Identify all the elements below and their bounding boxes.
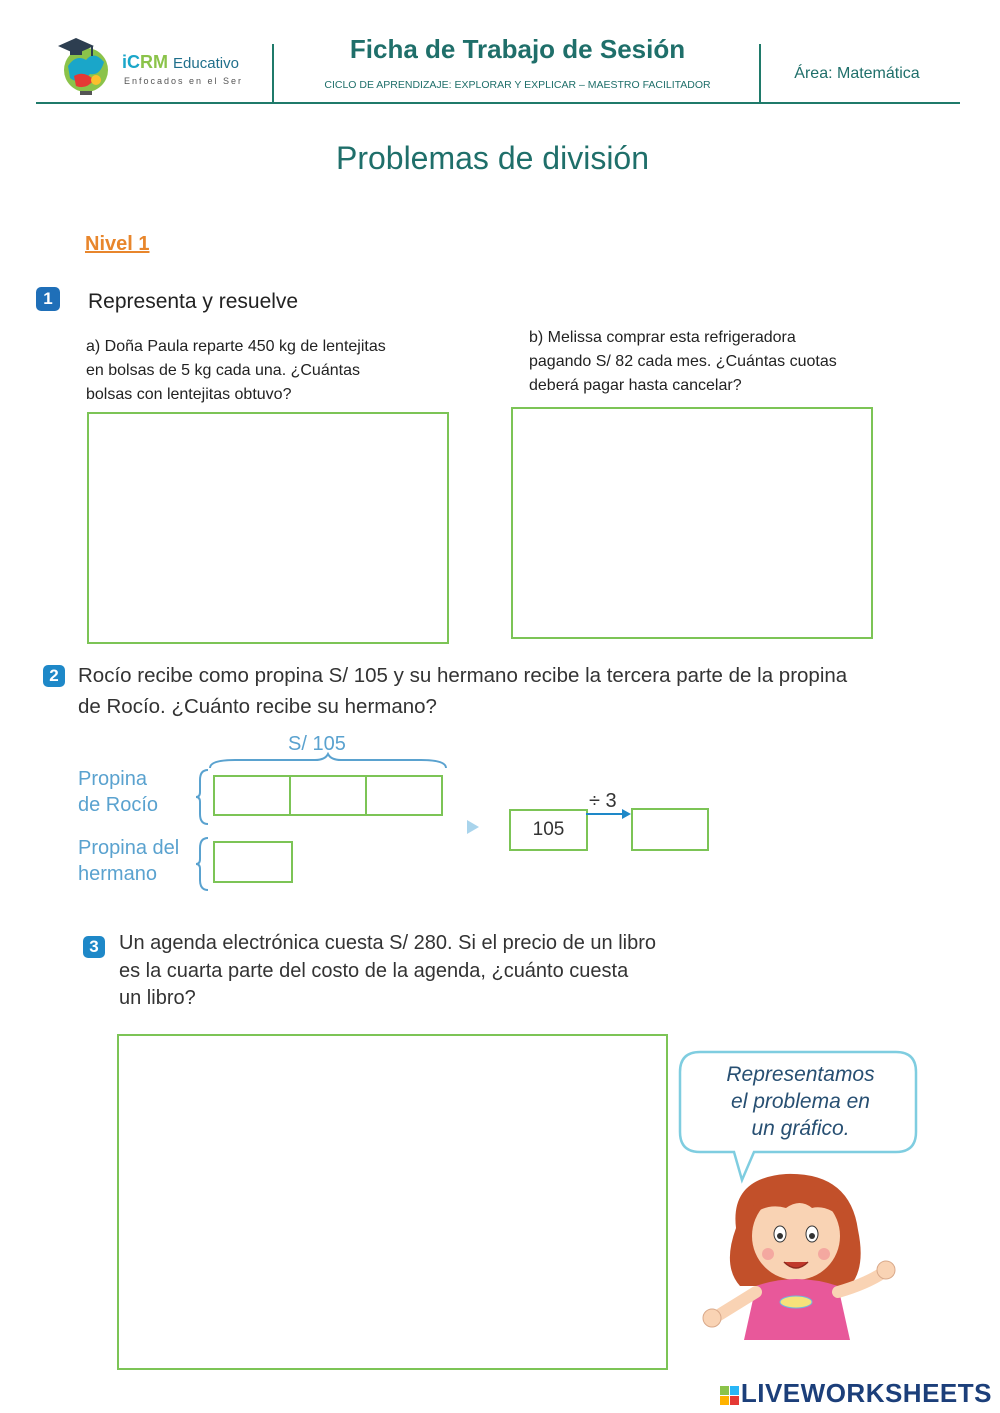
logo-brand: iCRM Educativo <box>122 52 239 72</box>
left-brace-hermano <box>196 836 212 892</box>
logo-globe-icon <box>50 30 120 100</box>
header-divider <box>272 44 274 102</box>
left-brace-rocio <box>196 768 212 826</box>
answer-box-1b[interactable] <box>511 407 873 639</box>
rocio-part-box[interactable] <box>365 775 443 816</box>
header-rule <box>36 102 960 104</box>
total-label: S/ 105 <box>288 733 346 755</box>
top-brace <box>205 752 455 770</box>
operation-arrow-icon <box>586 808 632 820</box>
level-heading: Nivel 1 <box>85 233 150 255</box>
problem-3-text: Un agenda electrónica cuesta S/ 280. Si el precio de un libro es la cuarta parte del costo de la agenda, ¿cuánto cuesta un libro? <box>119 932 657 1009</box>
liveworksheets-logo: LIVEWORKSHEETS <box>720 1378 992 1409</box>
worksheet-subtitle: CICLO DE APRENDIZAJE: EXPLORAR Y EXPLICAR – MAESTRO FACILITADOR <box>324 79 711 91</box>
label-hermano: Propina del hermano <box>78 837 180 885</box>
operation-label: ÷ 3 <box>589 790 617 812</box>
girl-illustration <box>700 1168 905 1340</box>
bubble-text: Representamos el problema en un gráfico. <box>726 1063 875 1140</box>
problem-1a-text: a) Doña Paula reparte 450 kg de lentejitas en bolsas de 5 kg cada una. ¿Cuántas bolsas con lentejitas obtuvo? <box>86 338 386 403</box>
label-rocio: Propina de Rocío <box>78 768 159 816</box>
rocio-part-box[interactable] <box>213 775 291 816</box>
problem-2-text: Rocío recibe como propina S/ 105 y su hermano recibe la tercera parte de la propina de Rocío. ¿Cuánto recibe su hermano? <box>78 664 848 718</box>
result-box[interactable] <box>631 808 709 851</box>
arrow-right-icon <box>465 818 481 836</box>
rocio-part-box[interactable] <box>289 775 367 816</box>
liveworksheets-icon <box>720 1386 739 1405</box>
problem-1b-text: b) Melissa comprar esta refrigeradora pagando S/ 82 cada mes. ¿Cuántas cuotas deberá pagar hasta cancelar? <box>529 329 837 394</box>
answer-box-3[interactable] <box>117 1034 668 1370</box>
page-title: Problemas de división <box>335 140 650 176</box>
problem-1-badge: 1 <box>36 287 60 311</box>
answer-box-1a[interactable] <box>87 412 449 644</box>
operand-box: 105 <box>509 809 588 851</box>
problem-1-instruction: Representa y resuelve <box>88 290 299 313</box>
subject-area: Área: Matemática <box>794 65 920 82</box>
logo-tagline: Enfocados en el Ser <box>124 76 244 86</box>
worksheet-title: Ficha de Trabajo de Sesión <box>349 34 686 64</box>
problem-2-badge: 2 <box>43 665 65 687</box>
hermano-part-box[interactable] <box>213 841 293 883</box>
problem-3-badge: 3 <box>83 936 105 958</box>
